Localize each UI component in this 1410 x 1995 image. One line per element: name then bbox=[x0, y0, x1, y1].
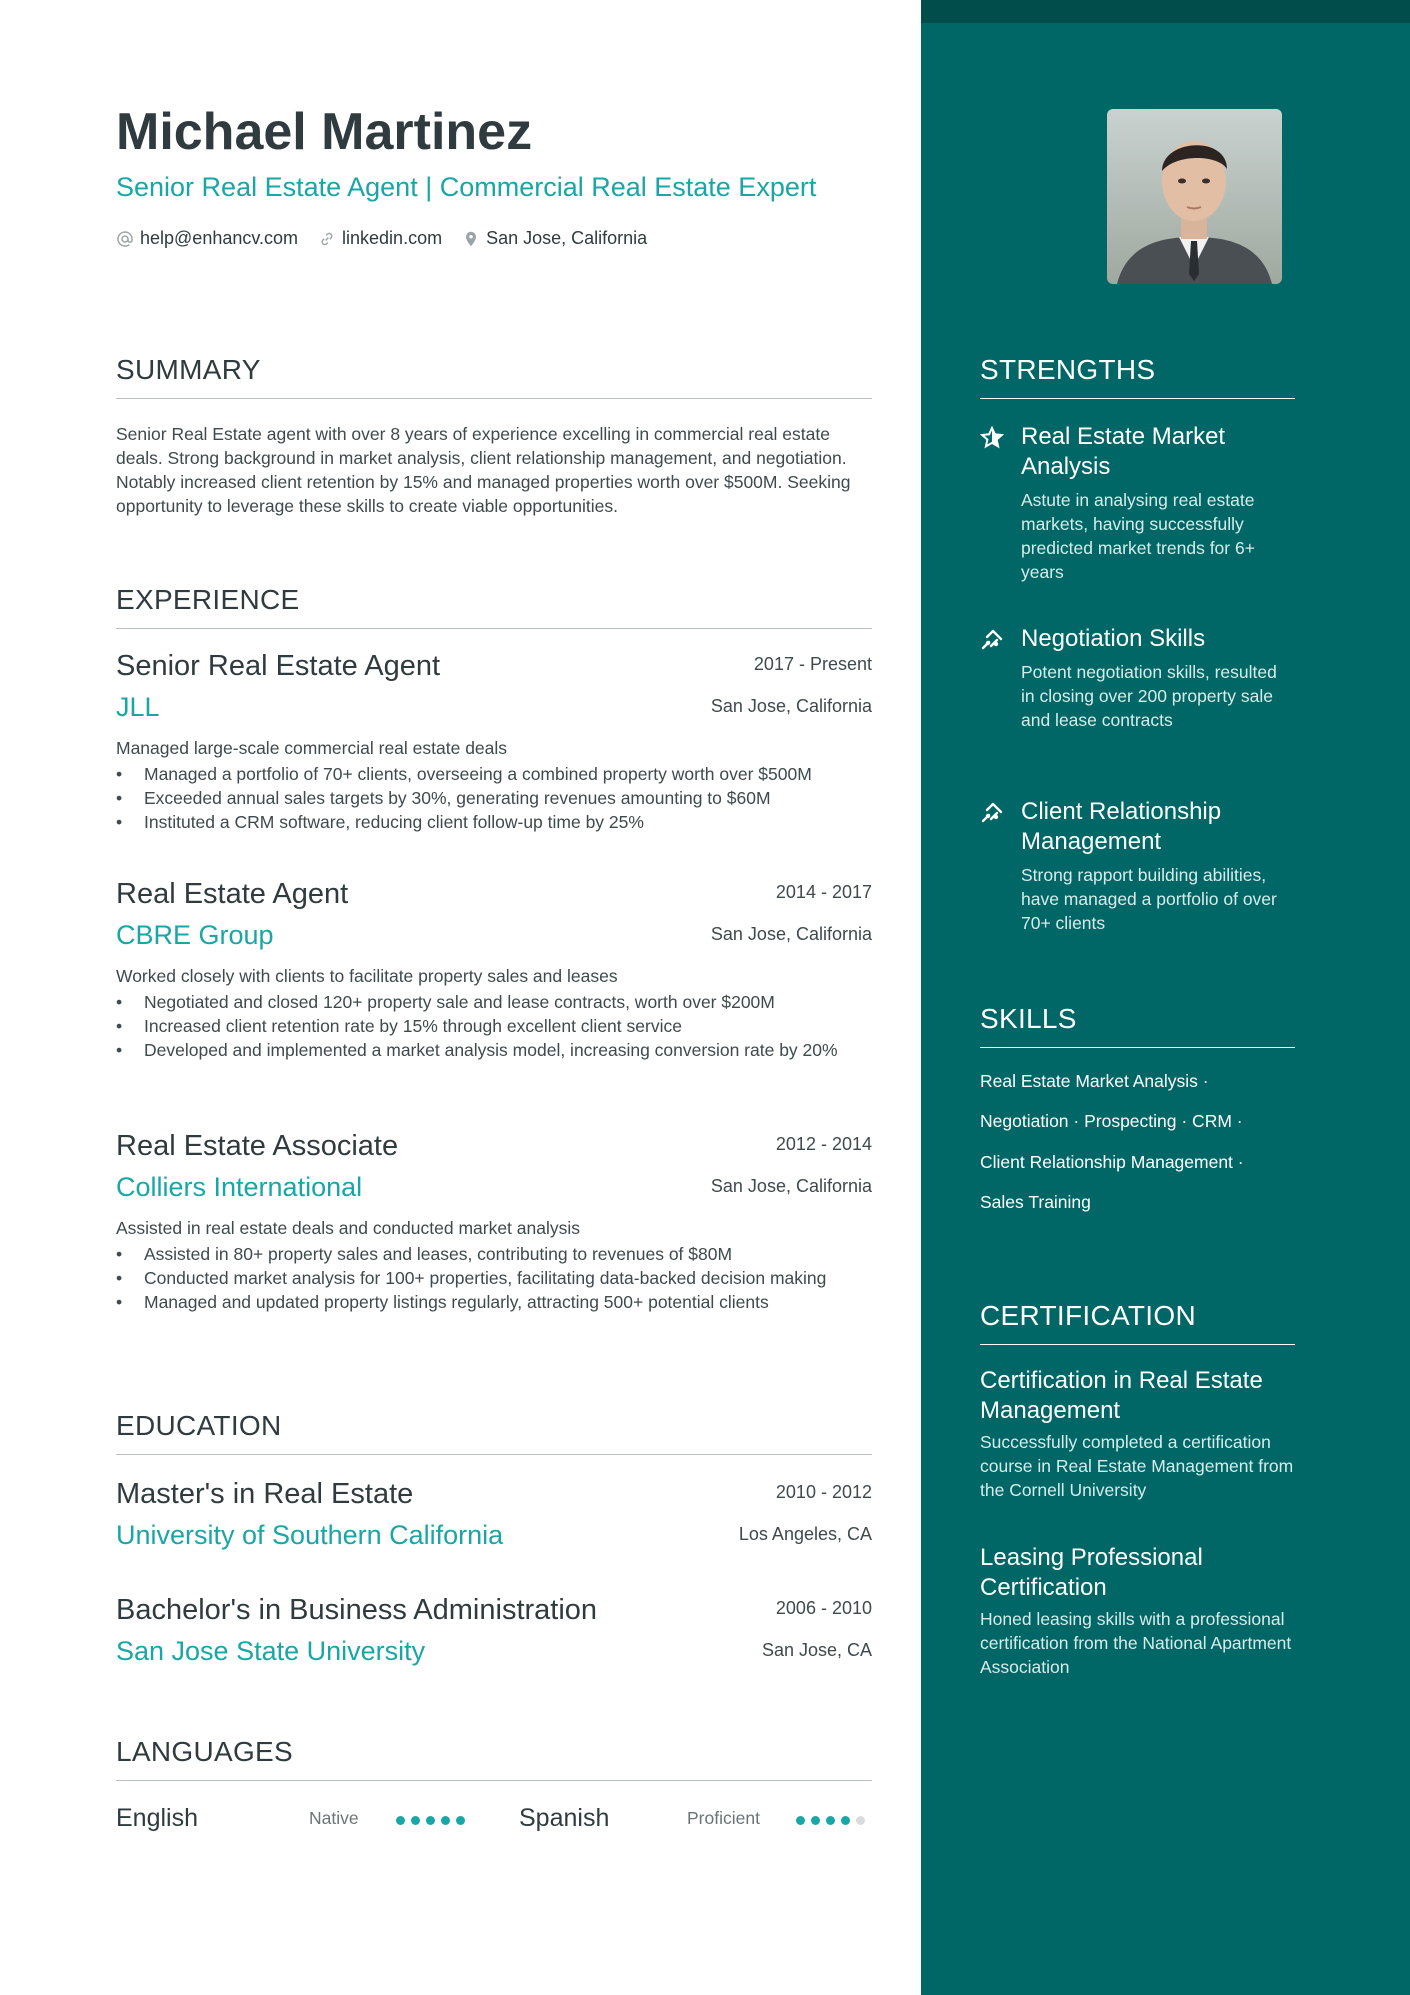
job-title: Real Estate Associate bbox=[116, 1130, 399, 1162]
job-date: 2017 - Present bbox=[753, 654, 872, 674]
rating-dot bbox=[441, 1816, 450, 1825]
language-level: Native bbox=[309, 1808, 359, 1828]
skills-line: Real Estate Market Analysis · bbox=[980, 1071, 1209, 1091]
strength-title: Client Relationship Management bbox=[1021, 798, 1222, 855]
education-heading: EDUCATION bbox=[116, 1410, 872, 1455]
job-bullet: • Conducted market analysis for 100+ properties, facilitating data-backed decision making bbox=[116, 1266, 872, 1290]
rating-dot bbox=[796, 1816, 805, 1825]
job-location: San Jose, California bbox=[710, 696, 872, 716]
skills-line: Negotiation · Prospecting · CRM · bbox=[980, 1111, 1243, 1131]
rating-dot bbox=[456, 1816, 465, 1825]
school-name: San Jose State University bbox=[116, 1636, 426, 1666]
linkedin-text: linkedin.com bbox=[342, 228, 443, 248]
at-icon bbox=[116, 230, 134, 248]
sidebar-top-band bbox=[921, 0, 1410, 23]
job-title: Real Estate Agent bbox=[116, 878, 349, 910]
rating-dot bbox=[811, 1816, 820, 1825]
job-description: Managed large-scale commercial real estate deals bbox=[116, 738, 508, 758]
job-company: JLL bbox=[116, 692, 160, 722]
job-bullet: • Negotiated and closed 120+ property sale and lease contracts, worth over $200M bbox=[116, 990, 872, 1014]
candidate-name: Michael Martinez bbox=[116, 103, 533, 161]
skills-line: Sales Training bbox=[980, 1192, 1091, 1212]
job-title: Senior Real Estate Agent bbox=[116, 650, 441, 682]
school-name: University of Southern California bbox=[116, 1520, 504, 1550]
contact-bar bbox=[116, 228, 667, 249]
skills-heading: SKILLS bbox=[980, 1003, 1295, 1048]
sidebar bbox=[921, 0, 1410, 1995]
job-date: 2014 - 2017 bbox=[775, 882, 872, 902]
job-bullet: • Managed and updated property listings regularly, attracting 500+ potential clients bbox=[116, 1290, 872, 1314]
email-text: help@enhancv.com bbox=[140, 228, 299, 248]
language-level: Proficient bbox=[687, 1808, 760, 1828]
rating-dot bbox=[411, 1816, 420, 1825]
handshake-icon bbox=[980, 628, 1004, 652]
rating-dot bbox=[841, 1816, 850, 1825]
certification-title: Certification in Real Estate Management bbox=[980, 1367, 1263, 1424]
contact-email[interactable] bbox=[116, 228, 298, 249]
certification-item bbox=[980, 1543, 1295, 1679]
job-location: San Jose, California bbox=[710, 924, 872, 944]
language-name: English bbox=[116, 1804, 198, 1832]
job-date: 2012 - 2014 bbox=[775, 1134, 872, 1154]
strength-description: Strong rapport building abilities, have managed a portfolio of over 70+ clients bbox=[1021, 865, 1277, 933]
job-description: Assisted in real estate deals and conducted market analysis bbox=[116, 1218, 581, 1238]
certification-description: Successfully completed a certification course in Real Estate Management from the Cornell University bbox=[980, 1432, 1294, 1500]
job-bullets bbox=[116, 1242, 872, 1314]
link-icon bbox=[318, 230, 336, 248]
strength-description: Astute in analysing real estate markets, having successfully predicted market trends for 6+ years bbox=[1021, 490, 1255, 582]
job-bullet: • Instituted a CRM software, reducing client follow-up time by 25% bbox=[116, 810, 872, 834]
education-date: 2006 - 2010 bbox=[775, 1598, 872, 1618]
profile-photo bbox=[1107, 109, 1282, 284]
job-bullets bbox=[116, 762, 872, 834]
summary-heading: SUMMARY bbox=[116, 354, 872, 399]
experience-heading: EXPERIENCE bbox=[116, 584, 872, 629]
location-text: San Jose, California bbox=[486, 228, 648, 248]
certification-heading: CERTIFICATION bbox=[980, 1300, 1295, 1345]
rating-dot bbox=[426, 1816, 435, 1825]
handshake-icon bbox=[980, 801, 1004, 825]
candidate-title: Senior Real Estate Agent | Commercial Real Estate Expert bbox=[116, 172, 817, 202]
school-location: Los Angeles, CA bbox=[738, 1524, 872, 1544]
job-bullet: • Exceeded annual sales targets by 30%, generating revenues amounting to $60M bbox=[116, 786, 872, 810]
degree-title: Master's in Real Estate bbox=[116, 1478, 414, 1510]
job-bullets bbox=[116, 990, 872, 1062]
skills-line: Client Relationship Management · bbox=[980, 1152, 1244, 1172]
education-date: 2010 - 2012 bbox=[775, 1482, 872, 1502]
strengths-heading: STRENGTHS bbox=[980, 354, 1295, 399]
job-bullet: • Managed a portfolio of 70+ clients, overseeing a combined property worth over $500M bbox=[116, 762, 872, 786]
language-rating bbox=[396, 1816, 471, 1825]
strength-title: Real Estate Market Analysis bbox=[1021, 423, 1226, 480]
location-pin-icon bbox=[462, 230, 480, 248]
summary-text: Senior Real Estate agent with over 8 years of experience excelling in commercial real estate deals. Strong background in market analysis, client relationship management, and negotiation. Notably increased client retention by 15% and managed properties worth over $500M. Seeking opportunity to leverage these skills to create viable opportunities. bbox=[116, 424, 851, 516]
certification-title: Leasing Professional Certification bbox=[980, 1544, 1203, 1601]
contact-location bbox=[462, 228, 647, 249]
job-bullet: • Assisted in 80+ property sales and leases, contributing to revenues of $80M bbox=[116, 1242, 872, 1266]
portrait-image bbox=[1107, 109, 1282, 284]
rating-dot bbox=[396, 1816, 405, 1825]
job-company: Colliers International bbox=[116, 1172, 363, 1202]
language-name: Spanish bbox=[519, 1804, 610, 1832]
languages-heading: LANGUAGES bbox=[116, 1736, 872, 1781]
contact-linkedin[interactable] bbox=[318, 228, 442, 249]
job-company: CBRE Group bbox=[116, 920, 274, 950]
job-bullet: • Increased client retention rate by 15% through excellent client service bbox=[116, 1014, 872, 1038]
strength-title: Negotiation Skills bbox=[1021, 625, 1206, 652]
rating-dot bbox=[856, 1816, 865, 1825]
languages-row bbox=[116, 1804, 872, 1834]
certification-item bbox=[980, 1366, 1295, 1502]
job-location: San Jose, California bbox=[710, 1176, 872, 1196]
language-rating bbox=[796, 1816, 871, 1825]
certification-description: Honed leasing skills with a professional certification from the National Apartment Association bbox=[980, 1609, 1292, 1677]
job-description: Worked closely with clients to facilitate property sales and leases bbox=[116, 966, 618, 986]
school-location: San Jose, CA bbox=[761, 1640, 872, 1660]
strength-description: Potent negotiation skills, resulted in closing over 200 property sale and lease contracts bbox=[1021, 662, 1277, 730]
rating-dot bbox=[826, 1816, 835, 1825]
job-bullet: • Developed and implemented a market analysis model, increasing conversion rate by 20% bbox=[116, 1038, 872, 1062]
star-icon bbox=[980, 426, 1004, 450]
degree-title: Bachelor's in Business Administration bbox=[116, 1594, 598, 1626]
